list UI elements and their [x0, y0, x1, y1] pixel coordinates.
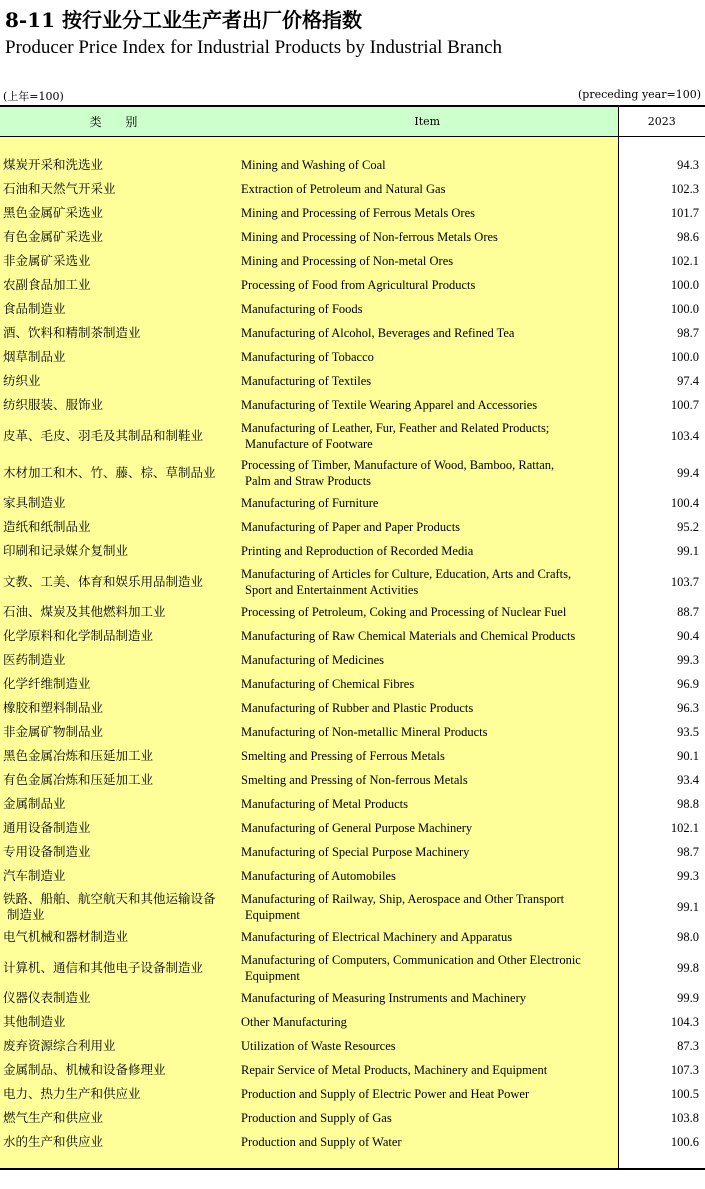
row-value-2023: 88.7 — [618, 600, 705, 624]
row-category-cn — [0, 600, 237, 624]
row-value-2023: 100.0 — [618, 297, 705, 321]
row-item-en-text: Manufacturing of Articles for Culture, Education, Arts and Crafts, — [241, 566, 572, 581]
row-category-cn — [0, 816, 237, 840]
row-value-2023: 94.3 — [618, 153, 705, 177]
table-row — [0, 515, 705, 539]
row-category-cn — [0, 672, 237, 696]
table-row — [0, 672, 705, 696]
row-value-2023: 87.3 — [618, 1034, 705, 1058]
row-category-cn — [0, 454, 237, 491]
row-item-en-text: Manufacturing of Electrical Machinery and Apparatus — [241, 930, 513, 944]
unit-note-en: (preceding year=100) — [578, 88, 701, 101]
table-row — [0, 696, 705, 720]
row-item-en-text: Manufacturing of Raw Chemical Materials and Chemical Products — [241, 629, 576, 643]
row-category-cn — [0, 744, 237, 768]
table-row — [0, 1010, 705, 1034]
row-value-2023: 99.8 — [618, 949, 705, 986]
row-category-cn — [0, 768, 237, 792]
row-category-cn-text-cont: 制造业 — [7, 906, 45, 922]
row-value-2023: 99.9 — [618, 986, 705, 1010]
row-category-cn-text: 化学原料和化学制品制造业 — [3, 628, 154, 643]
row-item-en-text: Manufacturing of Chemical Fibres — [241, 677, 415, 691]
row-category-cn-text: 黑色金属矿采选业 — [3, 205, 104, 220]
row-item-en-text: Mining and Processing of Non-ferrous Metals Ores — [241, 230, 498, 244]
row-category-cn — [0, 1010, 237, 1034]
row-item-en-text: Repair Service of Metal Products, Machinery and Equipment — [241, 1063, 548, 1077]
header-item: Item — [237, 106, 618, 137]
row-item-en — [237, 1058, 618, 1082]
row-value-2023: 93.5 — [618, 720, 705, 744]
row-category-cn-text: 文教、工美、体育和娱乐用品制造业 — [3, 573, 204, 589]
row-category-cn-text: 食品制造业 — [3, 301, 66, 316]
row-item-en — [237, 864, 618, 888]
row-category-cn-text: 石油和天然气开采业 — [3, 181, 116, 196]
row-item-en-text: Manufacturing of Furniture — [241, 496, 379, 510]
table-row — [0, 816, 705, 840]
page-title-en: Producer Price Index for Industrial Products by Industrial Branch — [5, 37, 503, 58]
row-category-cn — [0, 273, 237, 297]
table-end-row — [0, 1154, 705, 1169]
row-category-cn — [0, 986, 237, 1010]
row-category-cn — [0, 417, 237, 454]
row-item-en-text: Manufacturing of General Purpose Machinery — [241, 821, 473, 835]
row-item-en-text: Manufacturing of Metal Products — [241, 797, 408, 811]
row-item-en — [237, 563, 618, 600]
table-row — [0, 720, 705, 744]
row-item-en — [237, 1106, 618, 1130]
row-item-en — [237, 454, 618, 491]
table-spacer-row — [0, 137, 705, 154]
page-title-cn: 8-11 按行业分工业生产者出厂价格指数 — [5, 8, 363, 32]
row-item-en-text: Production and Supply of Water — [241, 1135, 402, 1149]
row-item-en — [237, 297, 618, 321]
row-category-cn-text: 金属制品、机械和设备修理业 — [3, 1062, 166, 1077]
row-value-2023: 99.3 — [618, 648, 705, 672]
row-category-cn-text: 铁路、船舶、航空航天和其他运输设备 — [3, 890, 216, 906]
row-item-en-text-cont: Equipment — [245, 907, 300, 922]
row-value-2023: 99.1 — [618, 888, 705, 925]
row-item-en-text: Manufacturing of Foods — [241, 302, 363, 316]
table-body — [0, 137, 705, 1170]
row-item-en — [237, 744, 618, 768]
row-item-en-text: Manufacturing of Non-metallic Mineral Products — [241, 725, 488, 739]
row-category-cn — [0, 297, 237, 321]
row-item-en — [237, 840, 618, 864]
row-category-cn — [0, 720, 237, 744]
row-item-en — [237, 949, 618, 986]
row-value-2023: 95.2 — [618, 515, 705, 539]
row-category-cn-text: 黑色金属冶炼和压延加工业 — [3, 748, 154, 763]
row-value-2023: 107.3 — [618, 1058, 705, 1082]
row-category-cn-text: 皮革、毛皮、羽毛及其制品和制鞋业 — [3, 427, 204, 443]
row-item-en-text: Manufacturing of Leather, Fur, Feather and Related Products; — [241, 420, 550, 435]
row-value-2023: 103.7 — [618, 563, 705, 600]
row-item-en-text: Manufacturing of Special Purpose Machinery — [241, 845, 470, 859]
row-item-en-text: Manufacturing of Paper and Paper Products — [241, 520, 461, 534]
row-item-en-text: Processing of Timber, Manufacture of Wood, Bamboo, Rattan, — [241, 457, 555, 472]
row-item-en-text: Manufacturing of Medicines — [241, 653, 385, 667]
row-item-en — [237, 1010, 618, 1034]
row-category-cn-text: 专用设备制造业 — [3, 844, 91, 859]
table-row — [0, 273, 705, 297]
row-value-2023: 100.0 — [618, 345, 705, 369]
row-category-cn — [0, 648, 237, 672]
table-row — [0, 563, 705, 600]
row-value-2023: 102.1 — [618, 816, 705, 840]
row-category-cn — [0, 925, 237, 949]
row-item-en — [237, 925, 618, 949]
row-value-2023: 99.1 — [618, 539, 705, 563]
row-category-cn-text: 煤炭开采和洗选业 — [3, 157, 104, 172]
row-item-en-text: Mining and Processing of Non-metal Ores — [241, 254, 454, 268]
row-category-cn-text: 其他制造业 — [3, 1014, 66, 1029]
table-row — [0, 297, 705, 321]
row-item-en-text: Manufacturing of Textile Wearing Apparel and Accessories — [241, 398, 538, 412]
row-category-cn — [0, 696, 237, 720]
table-header-row — [0, 106, 705, 137]
row-item-en — [237, 491, 618, 515]
row-item-en — [237, 515, 618, 539]
row-item-en — [237, 417, 618, 454]
table-row — [0, 369, 705, 393]
row-item-en — [237, 321, 618, 345]
row-category-cn — [0, 369, 237, 393]
row-item-en — [237, 345, 618, 369]
row-item-en-text: Manufacturing of Rubber and Plastic Products — [241, 701, 474, 715]
row-value-2023: 96.3 — [618, 696, 705, 720]
table-row — [0, 949, 705, 986]
row-item-en — [237, 393, 618, 417]
row-category-cn — [0, 225, 237, 249]
row-category-cn-text: 废弃资源综合利用业 — [3, 1038, 116, 1053]
row-value-2023: 90.1 — [618, 744, 705, 768]
row-category-cn — [0, 177, 237, 201]
row-value-2023: 102.3 — [618, 177, 705, 201]
table-row — [0, 925, 705, 949]
row-item-en-text: Processing of Petroleum, Coking and Processing of Nuclear Fuel — [241, 605, 567, 619]
row-item-en — [237, 539, 618, 563]
row-item-en-text-cont: Palm and Straw Products — [245, 473, 372, 488]
row-category-cn-text: 造纸和纸制品业 — [3, 519, 91, 534]
row-category-cn-text: 电力、热力生产和供应业 — [3, 1086, 141, 1101]
table-row — [0, 539, 705, 563]
row-value-2023: 100.0 — [618, 273, 705, 297]
row-item-en — [237, 1034, 618, 1058]
table-row — [0, 1034, 705, 1058]
row-category-cn-text: 纺织服装、服饰业 — [3, 397, 104, 412]
row-item-en-text: Manufacturing of Alcohol, Beverages and Refined Tea — [241, 326, 515, 340]
row-value-2023: 99.4 — [618, 454, 705, 491]
row-item-en — [237, 888, 618, 925]
row-value-2023: 98.7 — [618, 840, 705, 864]
table-row — [0, 624, 705, 648]
header-year: 2023 — [618, 106, 705, 137]
row-item-en-text: Utilization of Waste Resources — [241, 1039, 396, 1053]
table-row — [0, 744, 705, 768]
row-item-en-text: Manufacturing of Textiles — [241, 374, 372, 388]
row-item-en-text: Extraction of Petroleum and Natural Gas — [241, 182, 446, 196]
row-category-cn — [0, 840, 237, 864]
row-category-cn-text: 烟草制品业 — [3, 349, 66, 364]
table-row — [0, 1106, 705, 1130]
row-item-en-text: Manufacturing of Measuring Instruments and Machinery — [241, 991, 526, 1005]
row-item-en — [237, 986, 618, 1010]
row-value-2023: 102.1 — [618, 249, 705, 273]
row-value-2023: 101.7 — [618, 201, 705, 225]
row-value-2023: 93.4 — [618, 768, 705, 792]
row-value-2023: 90.4 — [618, 624, 705, 648]
row-value-2023: 104.3 — [618, 1010, 705, 1034]
row-category-cn-text: 家具制造业 — [3, 495, 66, 510]
row-category-cn — [0, 491, 237, 515]
row-category-cn — [0, 345, 237, 369]
row-category-cn-text: 石油、煤炭及其他燃料加工业 — [3, 604, 166, 619]
row-item-en-text: Manufacturing of Railway, Ship, Aerospace and Other Transport — [241, 891, 565, 906]
row-value-2023: 98.6 — [618, 225, 705, 249]
table-row — [0, 249, 705, 273]
row-category-cn-text: 非金属矿采选业 — [3, 253, 91, 268]
row-item-en-text: Smelting and Pressing of Ferrous Metals — [241, 749, 445, 763]
row-category-cn-text: 非金属矿物制品业 — [3, 724, 104, 739]
row-category-cn — [0, 201, 237, 225]
row-item-en-text: Manufacturing of Computers, Communication and Other Electronic — [241, 952, 581, 967]
row-category-cn — [0, 864, 237, 888]
row-item-en-text: Processing of Food from Agricultural Products — [241, 278, 476, 292]
table-row — [0, 345, 705, 369]
row-category-cn-text: 燃气生产和供应业 — [3, 1110, 104, 1125]
row-category-cn — [0, 1130, 237, 1154]
row-item-en — [237, 720, 618, 744]
table-row — [0, 1130, 705, 1154]
row-category-cn-text: 纺织业 — [3, 373, 41, 388]
row-value-2023: 98.7 — [618, 321, 705, 345]
row-category-cn — [0, 153, 237, 177]
row-item-en — [237, 201, 618, 225]
header-category: 类 别 — [0, 106, 237, 137]
row-item-en — [237, 768, 618, 792]
row-value-2023: 99.3 — [618, 864, 705, 888]
row-item-en-text-cont: Manufacture of Footware — [245, 436, 373, 451]
table-row — [0, 491, 705, 515]
row-item-en — [237, 816, 618, 840]
row-value-2023: 100.4 — [618, 491, 705, 515]
table-row — [0, 888, 705, 925]
row-category-cn-text: 木材加工和木、竹、藤、棕、草制品业 — [3, 464, 216, 480]
row-category-cn — [0, 563, 237, 600]
table-row — [0, 986, 705, 1010]
row-item-en — [237, 672, 618, 696]
table-row — [0, 792, 705, 816]
row-category-cn-text: 有色金属冶炼和压延加工业 — [3, 772, 154, 787]
row-item-en — [237, 792, 618, 816]
row-item-en — [237, 369, 618, 393]
row-category-cn-text: 医药制造业 — [3, 652, 66, 667]
row-category-cn — [0, 1058, 237, 1082]
unit-note-cn: (上年=100) — [3, 90, 64, 103]
row-category-cn-text: 化学纤维制造业 — [3, 676, 91, 691]
row-category-cn — [0, 249, 237, 273]
row-category-cn — [0, 888, 237, 925]
row-item-en-text: Manufacturing of Tobacco — [241, 350, 374, 364]
table-row — [0, 768, 705, 792]
table-row — [0, 321, 705, 345]
row-item-en — [237, 177, 618, 201]
table-row — [0, 201, 705, 225]
row-item-en — [237, 648, 618, 672]
table-row — [0, 417, 705, 454]
row-category-cn — [0, 792, 237, 816]
row-category-cn — [0, 949, 237, 986]
row-value-2023: 98.0 — [618, 925, 705, 949]
row-category-cn-text: 有色金属矿采选业 — [3, 229, 104, 244]
row-category-cn — [0, 624, 237, 648]
row-item-en-text: Manufacturing of Automobiles — [241, 869, 396, 883]
row-item-en-text-cont: Equipment — [245, 968, 300, 983]
table-row — [0, 393, 705, 417]
row-value-2023: 96.9 — [618, 672, 705, 696]
row-value-2023: 100.6 — [618, 1130, 705, 1154]
row-value-2023: 103.4 — [618, 417, 705, 454]
row-category-cn-text: 橡胶和塑料制品业 — [3, 700, 104, 715]
row-category-cn-text: 酒、饮料和精制茶制造业 — [3, 325, 141, 340]
row-item-en — [237, 249, 618, 273]
row-item-en — [237, 696, 618, 720]
row-item-en-text: Mining and Processing of Ferrous Metals Ores — [241, 206, 475, 220]
row-category-cn-text: 印刷和记录媒介复制业 — [3, 543, 129, 558]
row-category-cn — [0, 1034, 237, 1058]
row-category-cn — [0, 539, 237, 563]
table-row — [0, 840, 705, 864]
row-item-en — [237, 1130, 618, 1154]
row-category-cn — [0, 1106, 237, 1130]
row-item-en — [237, 273, 618, 297]
row-value-2023: 100.5 — [618, 1082, 705, 1106]
table-row — [0, 864, 705, 888]
table-row — [0, 1058, 705, 1082]
row-category-cn — [0, 393, 237, 417]
table-row — [0, 454, 705, 491]
row-value-2023: 100.7 — [618, 393, 705, 417]
table-row — [0, 648, 705, 672]
row-category-cn-text: 农副食品加工业 — [3, 277, 91, 292]
row-value-2023: 98.8 — [618, 792, 705, 816]
row-category-cn-text: 水的生产和供应业 — [3, 1134, 104, 1149]
row-category-cn-text: 计算机、通信和其他电子设备制造业 — [3, 959, 204, 975]
row-category-cn-text: 汽车制造业 — [3, 868, 66, 883]
row-item-en — [237, 1082, 618, 1106]
row-item-en-text: Production and Supply of Electric Power and Heat Power — [241, 1087, 530, 1101]
row-category-cn-text: 仪器仪表制造业 — [3, 990, 91, 1005]
row-category-cn-text: 通用设备制造业 — [3, 820, 91, 835]
table-row — [0, 225, 705, 249]
row-item-en-text: Other Manufacturing — [241, 1015, 347, 1029]
row-category-cn-text: 电气机械和器材制造业 — [3, 929, 129, 944]
table-row — [0, 600, 705, 624]
row-item-en-text: Smelting and Pressing of Non-ferrous Metals — [241, 773, 468, 787]
table-row — [0, 1082, 705, 1106]
table-row — [0, 177, 705, 201]
table-row — [0, 153, 705, 177]
row-value-2023: 103.8 — [618, 1106, 705, 1130]
row-item-en-text: Mining and Washing of Coal — [241, 158, 386, 172]
row-value-2023: 97.4 — [618, 369, 705, 393]
row-item-en — [237, 225, 618, 249]
price-index-table — [0, 105, 705, 1171]
row-item-en — [237, 624, 618, 648]
row-category-cn — [0, 321, 237, 345]
row-item-en — [237, 153, 618, 177]
row-item-en-text-cont: Sport and Entertainment Activities — [245, 582, 419, 597]
row-category-cn — [0, 1082, 237, 1106]
row-item-en — [237, 600, 618, 624]
row-item-en-text: Printing and Reproduction of Recorded Media — [241, 544, 474, 558]
row-category-cn — [0, 515, 237, 539]
row-item-en-text: Production and Supply of Gas — [241, 1111, 392, 1125]
row-category-cn-text: 金属制品业 — [3, 796, 66, 811]
